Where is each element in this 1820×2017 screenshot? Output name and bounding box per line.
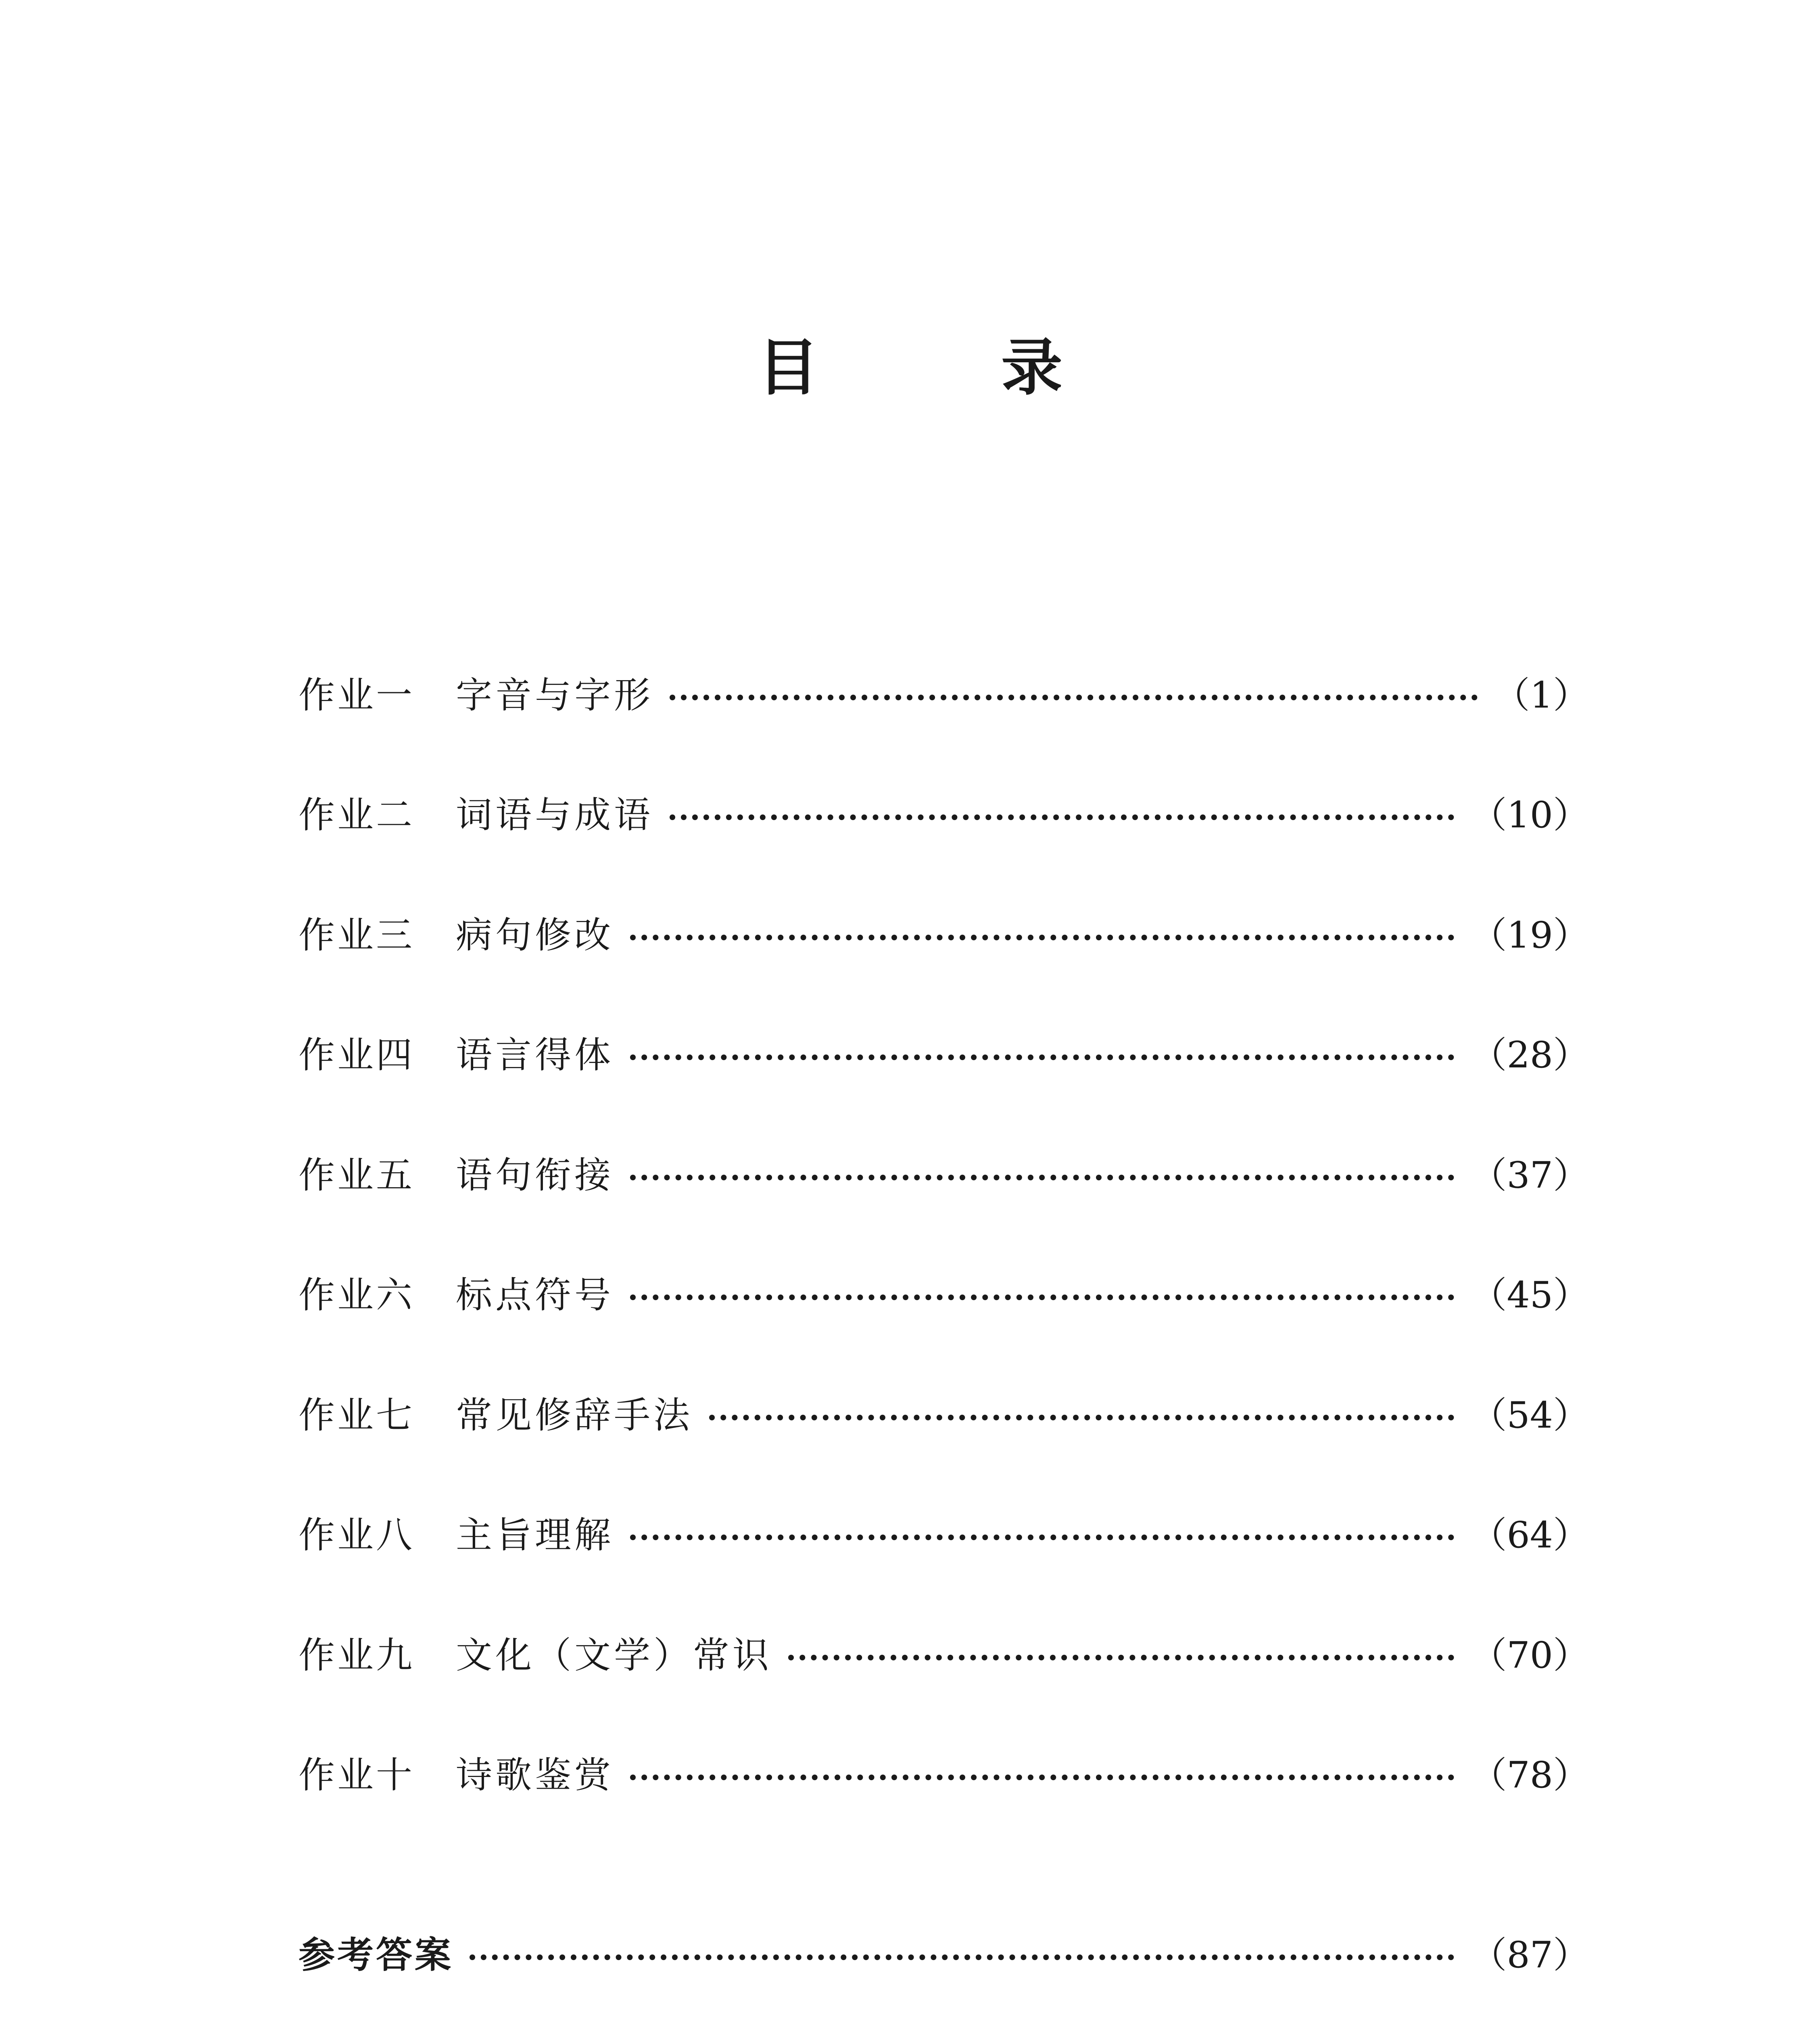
toc-entry-3[interactable] — [298, 904, 1589, 960]
toc-entry-number: 作业六 — [298, 1274, 415, 1316]
toc-entry-5[interactable] — [298, 1144, 1589, 1200]
toc-entry-title: 标点符号 — [456, 1274, 614, 1316]
toc-entry-2[interactable] — [298, 783, 1589, 840]
dot-leader — [788, 1655, 1454, 1660]
dot-leader — [470, 1954, 1454, 1960]
toc-entry-title: 词语与成语 — [456, 794, 653, 836]
toc-entry-answers[interactable] — [298, 1923, 1589, 1980]
toc-entry-page: （28） — [1470, 1034, 1589, 1076]
toc-entry-title: 主旨理解 — [456, 1514, 614, 1556]
toc-entry-title: 病句修改 — [456, 914, 614, 956]
toc-entry-title: 常见修辞手法 — [456, 1394, 693, 1437]
toc-entry-page: （64） — [1470, 1514, 1589, 1556]
toc-entry-6[interactable] — [298, 1263, 1589, 1320]
toc-entry-page: （54） — [1470, 1394, 1589, 1437]
toc-entry-number: 作业三 — [298, 914, 415, 956]
toc-entry-number: 作业一 — [298, 674, 415, 716]
toc-entry-page: （87） — [1470, 1934, 1589, 1976]
toc-entry-title: 语句衔接 — [456, 1154, 614, 1196]
toc-entry-page: （19） — [1470, 914, 1589, 956]
dot-leader — [630, 1054, 1454, 1060]
toc-entry-number: 作业二 — [298, 794, 415, 836]
dot-leader — [630, 1775, 1454, 1780]
toc-entry-page: （78） — [1470, 1754, 1589, 1796]
toc-entry-number: 作业十 — [298, 1754, 415, 1796]
toc-entry-title: 语言得体 — [456, 1034, 614, 1076]
dot-leader — [670, 814, 1454, 820]
dot-leader — [630, 935, 1454, 940]
toc-entry-number: 作业七 — [298, 1394, 415, 1437]
toc-entry-title: 诗歌鉴赏 — [456, 1754, 614, 1796]
toc-entry-title: 参考答案 — [298, 1934, 453, 1976]
toc-entry-title: 文化（文学）常识 — [456, 1634, 772, 1677]
toc-entry-number: 作业五 — [298, 1154, 415, 1196]
toc-entry-8[interactable] — [298, 1503, 1589, 1560]
toc-entry-number: 作业四 — [298, 1034, 415, 1076]
dot-leader — [670, 695, 1478, 700]
toc-entry-title: 字音与字形 — [456, 674, 653, 716]
toc-entry-7[interactable] — [298, 1384, 1589, 1440]
dot-leader — [630, 1295, 1454, 1300]
toc-entry-page: （45） — [1470, 1274, 1589, 1316]
toc-entry-page: （70） — [1470, 1634, 1589, 1677]
dot-leader — [630, 1175, 1454, 1180]
toc-entry-page: （1） — [1493, 674, 1589, 716]
toc-entry-page: （10） — [1470, 794, 1589, 836]
toc-entry-1[interactable] — [298, 664, 1589, 720]
page-title: 目 录 — [758, 332, 1123, 403]
toc-entry-4[interactable] — [298, 1023, 1589, 1080]
toc-entry-number: 作业九 — [298, 1634, 415, 1677]
toc-entry-9[interactable] — [298, 1624, 1589, 1680]
toc-entry-page: （37） — [1470, 1154, 1589, 1196]
toc-entry-10[interactable] — [298, 1743, 1589, 1800]
toc-entry-number: 作业八 — [298, 1514, 415, 1556]
dot-leader — [630, 1535, 1454, 1540]
dot-leader — [709, 1415, 1454, 1420]
